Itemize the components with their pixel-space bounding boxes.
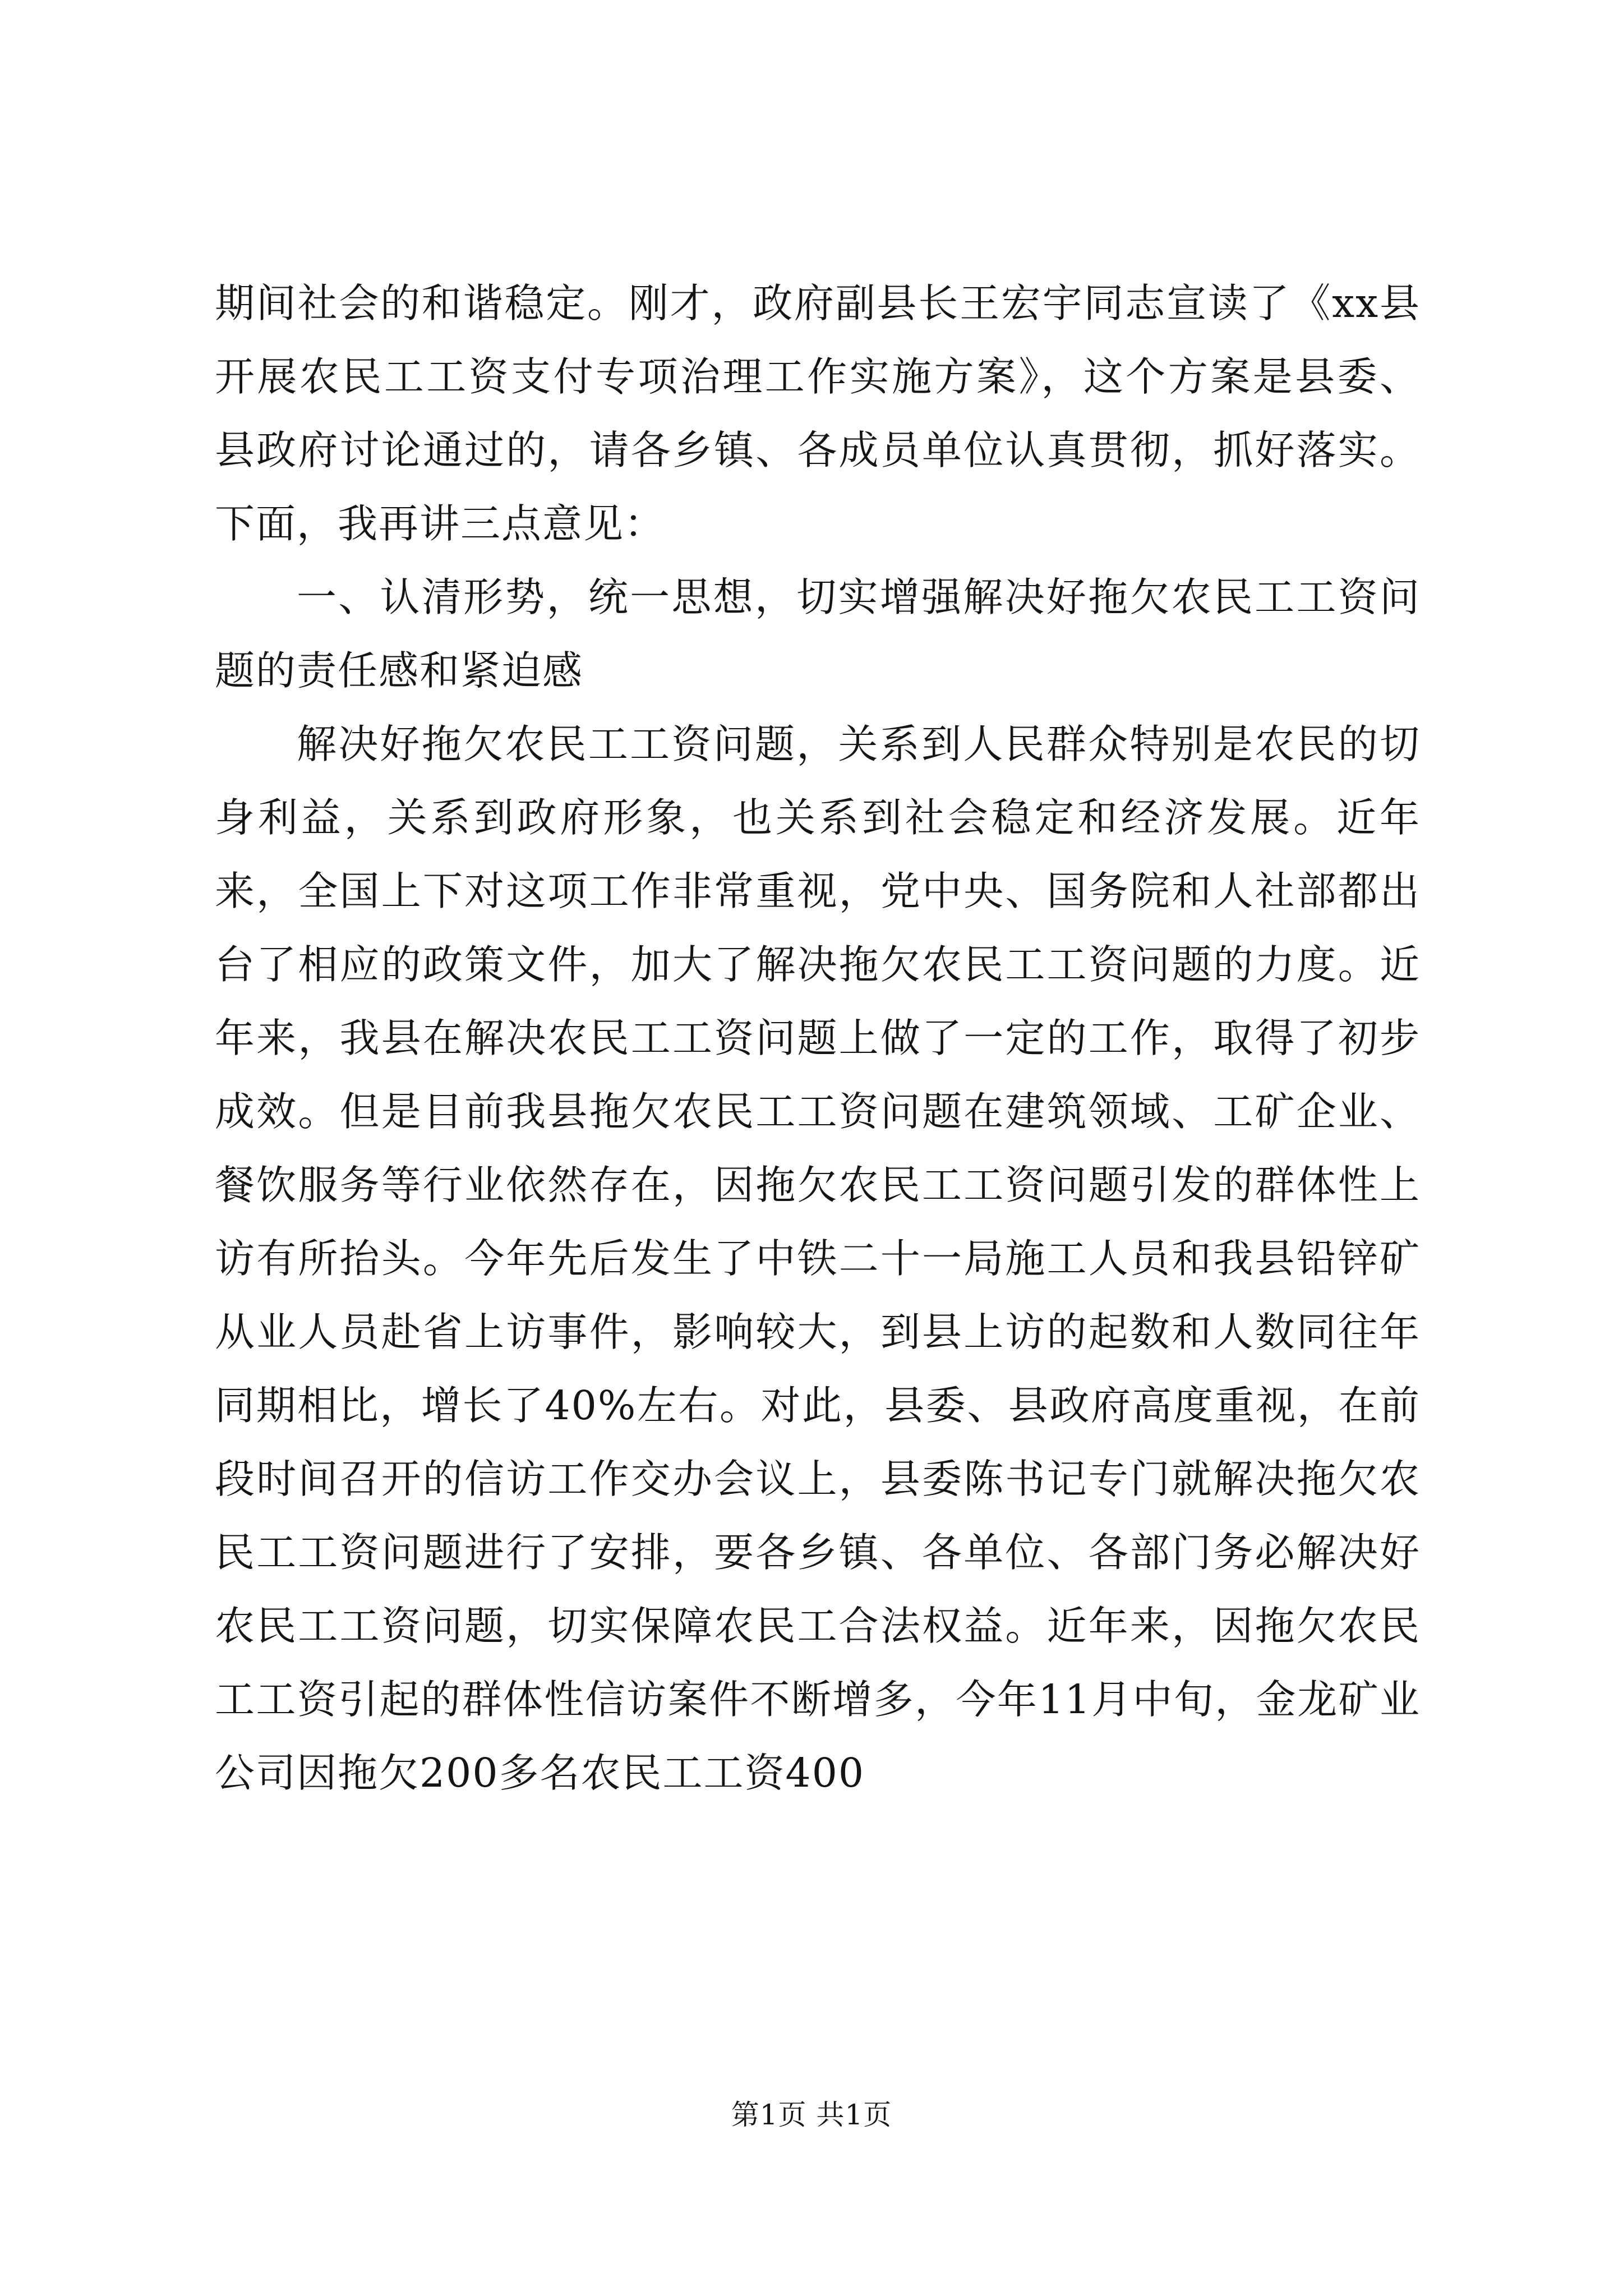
paragraph-continuation: 期间社会的和谐稳定。刚才，政府副县长王宏宇同志宣读了《xx县开展农民工工资支付专项治理工作实施方案》，这个方案是县委、县政府讨论通过的，请各乡镇、各成员单位认真贯彻，抓好落实。下面，我再讲三点意见： xyxy=(215,280,1421,547)
section-heading: 一、认清形势，统一思想，切实增强解决好拖欠农民工工资问题的责任感和紧迫感 xyxy=(215,574,1421,694)
page-footer: 第1页 共1页 xyxy=(731,2099,892,2131)
document-body xyxy=(215,266,1421,1810)
paragraph-body: 解决好拖欠农民工工资问题，关系到人民群众特别是农民的切身利益，关系到政府形象，也关系到社会稳定和经济发展。近年来，全国上下对这项工作非常重视，党中央、国务院和人社部都出台了相应的政策文件，加大了解决拖欠农民工工资问题的力度。近年来，我县在解决农民工工资问题上做了一定的工作，取得了初步成效。但是目前我县拖欠农民工工资问题在建筑领域、工矿企业、餐饮服务等行业依然存在，因拖欠农民工工资问题引发的群体性上访有所抬头。今年先后发生了中铁二十一局施工人员和我县铅锌矿从业人员赴省上访事件，影响较大，到县上访的起数和人数同往年同期相比，增长了40%左右。对此，县委、县政府高度重视，在前段时间召开的信访工作交办会议上，县委陈书记专门就解决拖欠农民工工资问题进行了安排，要各乡镇、各单位、各部门务必解决好农民工工资问题，切实保障农民工合法权益。近年来，因拖欠农民工工资引起的群体性信访案件不断增多，今年11月中旬，金龙矿业公司因拖欠200多名农民工工资400 xyxy=(215,721,1421,1796)
